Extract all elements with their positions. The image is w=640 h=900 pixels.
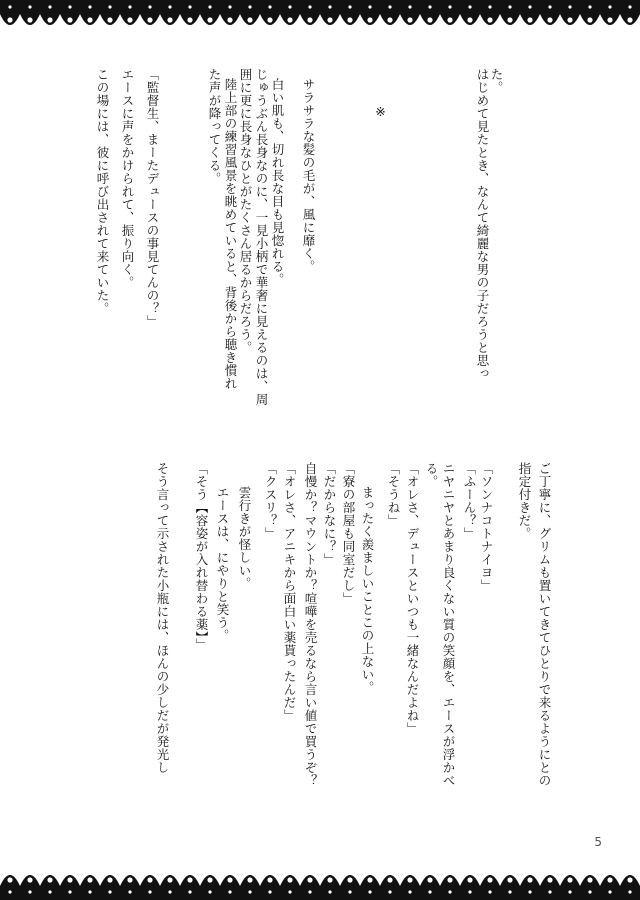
text-column: 「寮の部屋も同室だし」	[341, 462, 356, 605]
text-column: 「オレさ、デュースといつも一緒なんだよね」	[405, 462, 420, 735]
text-column: 「クスリ？」	[263, 462, 278, 540]
text-column: 「ふーん？」	[462, 462, 477, 540]
text-column: この場には、彼に呼び出されて来ていた。	[95, 68, 110, 315]
page-number: 5	[594, 835, 602, 849]
text-column: た。	[489, 68, 504, 94]
text-column: 囲に更に長身なひとがたくさん居るからだろう。	[238, 68, 253, 354]
text-column: エースに声をかけられて、振り向く。	[120, 68, 135, 289]
text-column: 「そう【容姿が入れ替わる薬】」	[194, 462, 209, 651]
text-column: 「ソンナコトナイヨ」	[479, 462, 494, 592]
text-column: はじめて見たとき、なんて綺麗な男の子だろうと思っ	[475, 68, 490, 380]
text-column: 指定付きだ。	[517, 462, 532, 540]
text-column: た声が降ってくる。	[207, 68, 222, 185]
text-column: ご丁寧に、グリムも置いてきてひとりで来るようにとの	[537, 462, 552, 787]
text-column: まったく羨ましいことこの上ない。	[360, 486, 375, 694]
text-column: 雲行きが怪しい。	[237, 486, 252, 590]
text-column: 「監督生、まーたデュースの事見てんの？」	[145, 68, 160, 328]
section-mark: ※	[373, 104, 388, 120]
text-column: 自慢か？マウントか？喧嘩を売るなら言い値で買うぞ？	[303, 462, 318, 787]
lace-border-bottom	[0, 856, 640, 900]
text-column: 陸上部の練習風景を眺めていると、背後から聴き慣れ	[223, 78, 238, 390]
text-column: 「だからなに？」	[322, 462, 337, 566]
text-column: そう言って示された小瓶には、ほんの少しだが発光し	[155, 462, 170, 774]
text-column: る。	[424, 462, 439, 488]
text-column: 「そうね」	[386, 462, 401, 527]
text-column: サラサラな髪の毛が、風に靡く。	[301, 78, 316, 273]
text-column: エースは、にやりと笑う。	[215, 486, 230, 642]
lace-border-top	[0, 0, 640, 44]
text-column: ニヤニヤとあまり良くない質の笑顔を、エースが浮かべ	[441, 462, 456, 787]
text-column: 白い肌も、切れ長な目も見惚れる。	[270, 78, 285, 286]
text-column: 「オレさ、アニキから面白い薬貰ったんだ」	[282, 462, 297, 722]
text-column: じゅうぶん長身なのに、一見小柄で華奢に見えるのは、周	[254, 68, 269, 406]
